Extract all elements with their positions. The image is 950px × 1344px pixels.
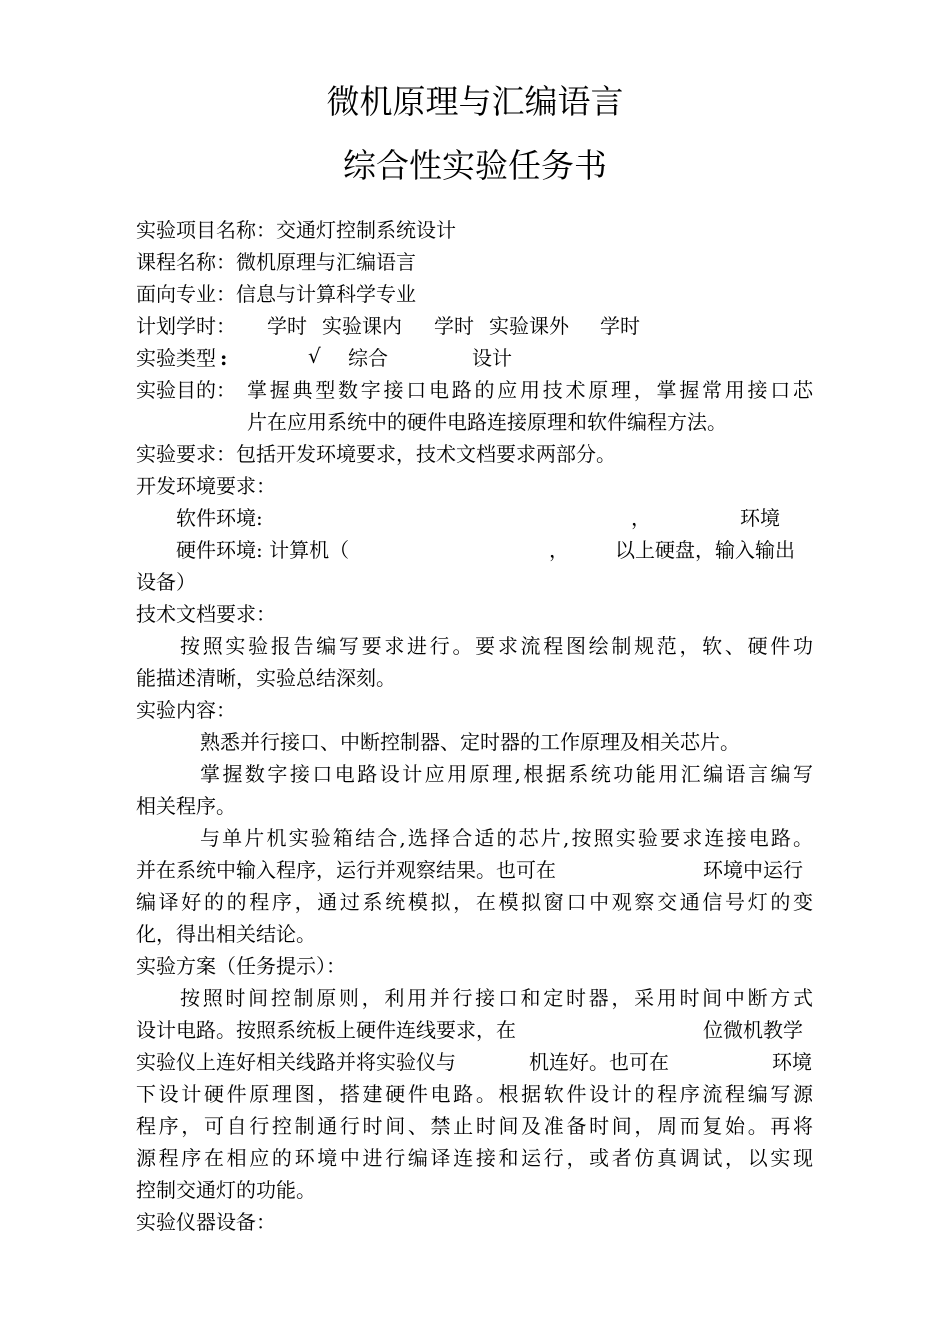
plan-line-2a: 设计电路。按照系统板上硬件连线要求，在: [136, 1018, 516, 1042]
plan-line-5: 程序，可自行控制通行时间、禁止时间及准备时间，周而复始。再将: [136, 1114, 816, 1138]
project-name: 实验项目名称：交通灯控制系统设计: [136, 218, 456, 242]
plan-line-3c: 环境: [772, 1050, 812, 1074]
document-title: 微机原理与汇编语言: [326, 82, 624, 121]
software-env-comma: ，: [631, 506, 651, 530]
content-paragraph-3-line-1: 与单片机实验箱结合,选择合适的芯片,按照实验要求连接电路。: [200, 826, 816, 850]
content-paragraph-3-line-4: 化，得出相关结论。: [136, 922, 316, 946]
hardware-env-label: 硬件环境: 计算机（: [176, 538, 350, 562]
purpose-line-1: 掌握典型数字接口电路的应用技术原理，掌握常用接口芯: [247, 378, 816, 402]
plan-heading: 实验方案（任务提示）：: [136, 954, 346, 978]
document-subtitle: 综合性实验任务书: [343, 146, 607, 185]
purpose-line-2: 片在应用系统中的硬件电路连接原理和软件编程方法。: [247, 410, 727, 434]
software-env-suffix: 环境: [740, 506, 780, 530]
plan-line-3a: 实验仪上连好相关线路并将实验仪与: [136, 1050, 456, 1074]
in-class-unit: 学时: [434, 314, 474, 338]
plan-line-3b: 机连好。也可在: [529, 1050, 669, 1074]
planned-hours-label: 计划学时：: [136, 314, 236, 338]
hardware-env-line-2: 设备）: [136, 570, 196, 594]
requirement: 实验要求：包括开发环境要求，技术文档要求两部分。: [136, 442, 616, 466]
content-paragraph-3-line-3: 编译好的的程序，通过系统模拟，在模拟窗口中观察交通信号灯的变: [136, 890, 816, 914]
equipment-heading: 实验仪器设备：: [136, 1210, 276, 1234]
course-name: 课程名称：微机原理与汇编语言: [136, 250, 416, 274]
type-design: 设计: [472, 346, 512, 370]
plan-line-7: 控制交通灯的功能。: [136, 1178, 316, 1202]
tech-doc-line-1: 按照实验报告编写要求进行。要求流程图绘制规范，软、硬件功: [180, 634, 816, 658]
content-heading: 实验内容：: [136, 698, 236, 722]
content-paragraph-3-line-2b: 环境中运行: [703, 858, 803, 882]
check-mark-icon: √: [308, 344, 321, 368]
out-class-label: 实验课外: [489, 314, 569, 338]
plan-line-2b: 位微机教学: [703, 1018, 803, 1042]
type-comprehensive: 综合: [348, 346, 388, 370]
plan-line-1: 按照时间控制原则，利用并行接口和定时器，采用时间中断方式: [180, 986, 816, 1010]
in-class-label: 实验课内: [322, 314, 402, 338]
tech-doc-line-2: 能描述清晰，实验总结深刻。: [136, 666, 396, 690]
plan-line-6: 源程序在相应的环境中进行编译连接和运行，或者仿真调试，以实现: [136, 1146, 816, 1170]
content-paragraph-3-line-2a: 并在系统中输入程序，运行并观察结果。也可在: [136, 858, 556, 882]
hardware-env-rest: 以上硬盘，输入输出: [615, 538, 795, 562]
tech-doc-heading: 技术文档要求：: [136, 602, 276, 626]
experiment-type-label: 实验类型: [136, 346, 216, 370]
experiment-type-colon: :: [220, 346, 228, 370]
content-paragraph-2-line-2: 相关程序。: [136, 794, 236, 818]
dev-env-heading: 开发环境要求：: [136, 474, 276, 498]
content-paragraph-2-line-1: 掌握数字接口电路设计应用原理,根据系统功能用汇编语言编写: [200, 762, 816, 786]
planned-hours-unit: 学时: [267, 314, 307, 338]
purpose-label: 实验目的：: [136, 378, 236, 402]
content-paragraph-1: 熟悉并行接口、中断控制器、定时器的工作原理及相关芯片。: [200, 730, 740, 754]
software-env-label: 软件环境:: [176, 506, 263, 530]
hardware-env-comma: ，: [549, 538, 569, 562]
out-class-unit: 学时: [600, 314, 640, 338]
target-major: 面向专业：信息与计算科学专业: [136, 282, 416, 306]
plan-line-4: 下设计硬件原理图，搭建硬件电路。根据软件设计的程序流程编写源: [136, 1082, 816, 1106]
